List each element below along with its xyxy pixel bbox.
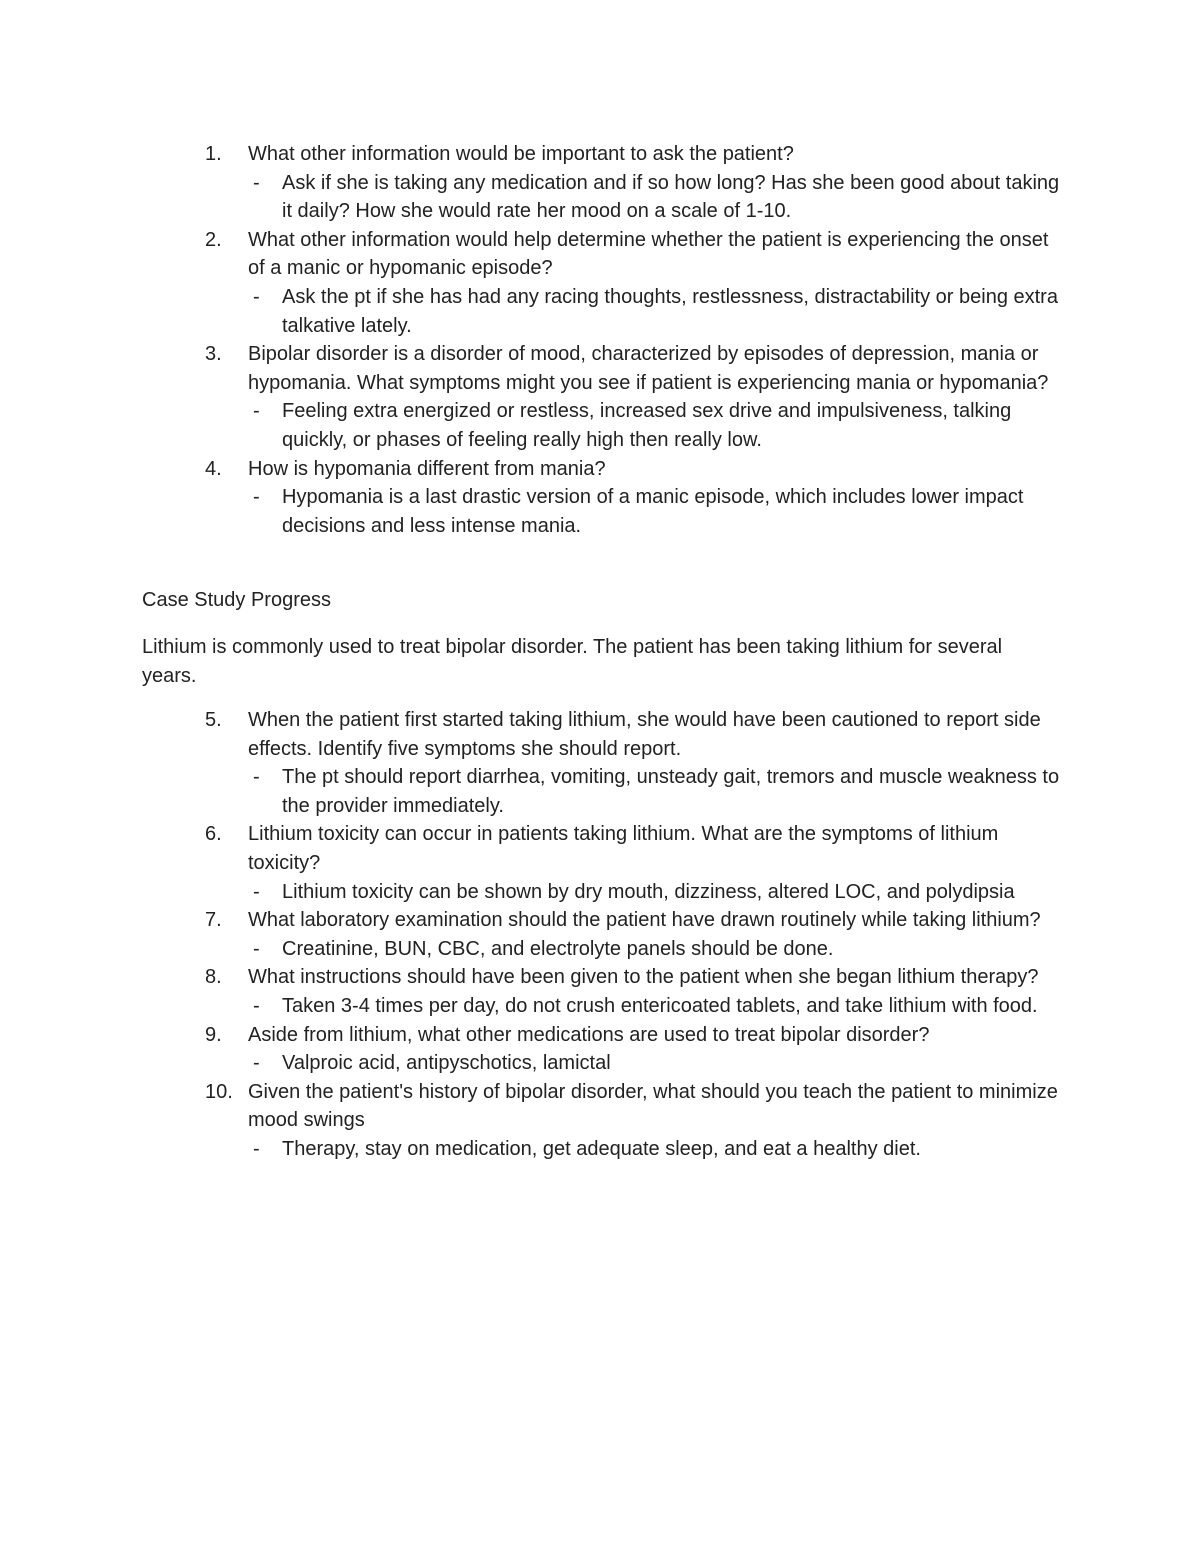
dash-bullet: - bbox=[253, 285, 260, 308]
question-number: 1. bbox=[205, 143, 222, 165]
answer-item bbox=[248, 283, 1062, 340]
dash-bullet: - bbox=[253, 400, 260, 423]
dash-bullet: - bbox=[253, 486, 260, 509]
question-list-1 bbox=[0, 140, 1200, 540]
dash-bullet: - bbox=[253, 171, 260, 194]
answer-item bbox=[248, 169, 1062, 226]
answer-item bbox=[248, 1135, 1062, 1164]
question-number: 10. bbox=[205, 1080, 233, 1103]
question-list-2 bbox=[0, 706, 1200, 1164]
dash-bullet: - bbox=[253, 937, 260, 960]
question-number: 6. bbox=[205, 823, 222, 846]
question-item bbox=[0, 1078, 1200, 1164]
answer-item bbox=[248, 992, 1062, 1021]
answer-item bbox=[248, 763, 1062, 820]
dash-bullet: - bbox=[253, 1137, 260, 1160]
progress-paragraph: Lithium is commonly used to treat bipolar disorder. The patient has been taking lithium for several years. bbox=[142, 636, 1003, 687]
answer-text: Valproic acid, antipyschotics, lamictal bbox=[282, 1052, 611, 1075]
answer-item bbox=[248, 483, 1062, 540]
question-text: What other information would be important to ask the patient? bbox=[248, 143, 794, 165]
section-heading: Case Study Progress bbox=[142, 589, 331, 611]
answer-text: Lithium toxicity can be shown by dry mouth, dizziness, altered LOC, and polydipsia bbox=[282, 880, 1015, 903]
dash-bullet: - bbox=[253, 880, 260, 903]
question-text: How is hypomania different from mania? bbox=[248, 457, 606, 480]
question-item bbox=[0, 706, 1200, 820]
question-text: What other information would help determine whether the patient is experiencing the onset of a manic or hypomanic episode? bbox=[248, 228, 1049, 280]
question-item bbox=[0, 820, 1200, 906]
answer-text: Feeling extra energized or restless, increased sex drive and impulsiveness, talking quickly, or phases of feeling really high then really low. bbox=[282, 400, 1012, 451]
answer-text: Ask the pt if she has had any racing thoughts, restlessness, distractability or being extra talkative lately. bbox=[282, 285, 1058, 337]
question-number: 5. bbox=[205, 709, 222, 731]
question-text: Lithium toxicity can occur in patients taking lithium. What are the symptoms of lithium toxicity? bbox=[248, 823, 999, 874]
answer-text: Taken 3-4 times per day, do not crush entericoated tablets, and take lithium with food. bbox=[282, 994, 1038, 1017]
question-item bbox=[0, 1021, 1200, 1078]
answer-item bbox=[248, 397, 1062, 454]
answer-item bbox=[248, 878, 1062, 907]
question-item bbox=[0, 140, 1200, 226]
question-number: 9. bbox=[205, 1023, 222, 1046]
question-item bbox=[0, 455, 1200, 541]
answer-text: Ask if she is taking any medication and if so how long? Has she been good about taking it daily? How she would rate her mood on a scale of 1-10. bbox=[282, 171, 1060, 223]
dash-bullet: - bbox=[253, 766, 260, 789]
question-text: Aside from lithium, what other medications are used to treat bipolar disorder? bbox=[248, 1023, 930, 1046]
question-item bbox=[0, 226, 1200, 340]
question-text: What laboratory examination should the patient have drawn routinely while taking lithium? bbox=[248, 909, 1041, 932]
question-number: 2. bbox=[205, 228, 222, 251]
question-number: 8. bbox=[205, 966, 222, 989]
question-item bbox=[0, 963, 1200, 1020]
question-number: 3. bbox=[205, 343, 222, 366]
answer-text: The pt should report diarrhea, vomiting, unsteady gait, tremors and muscle weakness to the provider immediately. bbox=[282, 766, 1060, 817]
answer-text: Creatinine, BUN, CBC, and electrolyte panels should be done. bbox=[282, 937, 834, 960]
question-text: Given the patient's history of bipolar disorder, what should you teach the patient to minimize mood swings bbox=[248, 1080, 1058, 1132]
dash-bullet: - bbox=[253, 994, 260, 1017]
question-text: When the patient first started taking lithium, she would have been cautioned to report side effects. Identify five symptoms she should report. bbox=[248, 709, 1041, 760]
answer-item bbox=[248, 935, 1062, 964]
answer-text: Hypomania is a last drastic version of a manic episode, which includes lower impact decisions and less intense mania. bbox=[282, 486, 1024, 537]
question-number: 7. bbox=[205, 909, 222, 932]
question-item bbox=[0, 340, 1200, 454]
question-text: What instructions should have been given to the patient when she began lithium therapy? bbox=[248, 966, 1039, 989]
question-number: 4. bbox=[205, 457, 222, 480]
question-text: Bipolar disorder is a disorder of mood, characterized by episodes of depression, mania or hypomania. What symptoms might you see if patient is experiencing mania or hypomania? bbox=[248, 343, 1049, 394]
answer-item bbox=[248, 1049, 1062, 1078]
question-item bbox=[0, 906, 1200, 963]
answer-text: Therapy, stay on medication, get adequate sleep, and eat a healthy diet. bbox=[282, 1137, 921, 1160]
dash-bullet: - bbox=[253, 1052, 260, 1075]
